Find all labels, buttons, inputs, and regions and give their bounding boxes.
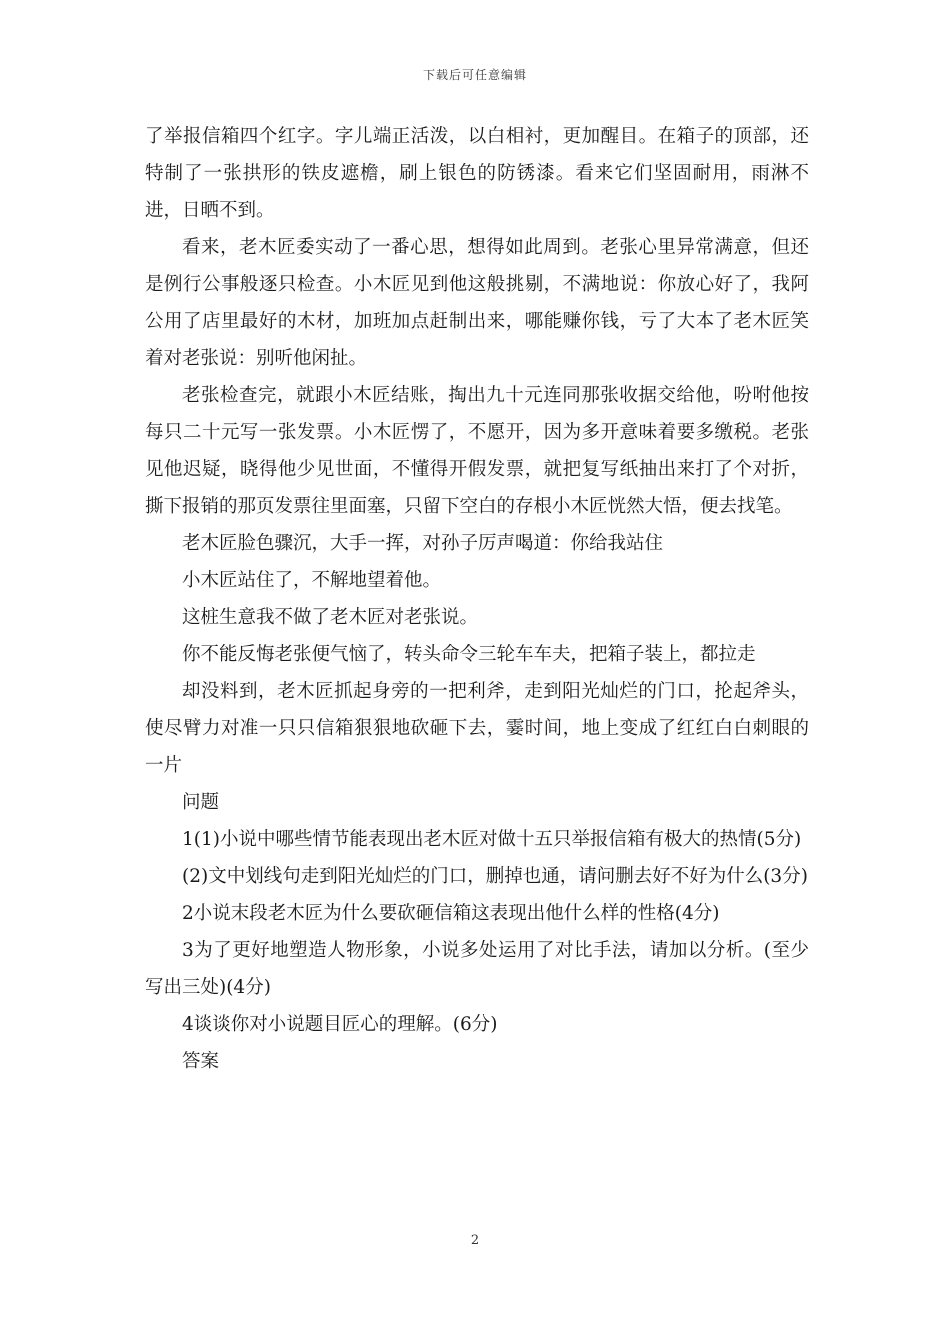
question-item: 4谈谈你对小说题目匠心的理解。(6分) (182, 1014, 498, 1035)
paragraph: 老张检查完，就跟小木匠结账，掏出九十元连同那张收据交给他，吩咐他按每只二十元写一张发票。小木匠愣了，不愿开，因为多开意味着要多缴税。老张见他迟疑，晓得他少见世面，不懂得开假发票，就把复写纸抽出来打了个对折，撕下报销的那页发票往里面塞，只留下空白的存根小木匠恍然大悟，便去找笔。 (145, 385, 809, 517)
page-header: 下载后可任意编辑 (422, 68, 527, 82)
paragraph: 却没料到，老木匠抓起身旁的一把利斧，走到阳光灿烂的门口，抡起斧头，使尽臂力对准一只只信箱狠狠地砍砸下去，霎时间，地上变成了红红白白刺眼的一片 (145, 681, 809, 776)
document-body (145, 118, 809, 1080)
paragraph-continued: 了举报信箱四个红字。字儿端正活泼，以白相衬，更加醒目。在箱子的顶部，还特制了一张拱形的铁皮遮檐，刷上银色的防锈漆。看来它们坚固耐用，雨淋不进，日晒不到。 (145, 126, 809, 221)
question-item: (2)文中划线句走到阳光灿烂的门口，删掉也通，请问删去好不好为什么(3分) (182, 866, 808, 887)
question-item: 1(1)小说中哪些情节能表现出老木匠对做十五只举报信箱有极大的热情(5分) (182, 829, 802, 850)
paragraph: 看来，老木匠委实动了一番心思，想得如此周到。老张心里异常满意，但还是例行公事般逐只检查。小木匠见到他这般挑剔，不满地说：你放心好了，我阿公用了店里最好的木材，加班加点赶制出来，哪能赚你钱，亏了大本了老木匠笑着对老张说：别听他闲扯。 (145, 237, 809, 369)
question-item: 2小说末段老木匠为什么要砍砸信箱这表现出他什么样的性格(4分) (182, 903, 720, 924)
paragraph: 这桩生意我不做了老木匠对老张说。 (182, 607, 479, 628)
paragraph: 你不能反悔老张便气恼了，转头命令三轮车车夫，把箱子装上，都拉走 (182, 644, 756, 665)
paragraph: 老木匠脸色骤沉，大手一挥，对孙子厉声喝道：你给我站住 (182, 533, 664, 554)
answers-heading: 答案 (182, 1051, 220, 1072)
questions-heading: 问题 (182, 792, 220, 813)
paragraph: 小木匠站住了，不解地望着他。 (182, 570, 442, 591)
question-item: 3为了更好地塑造人物形象，小说多处运用了对比手法，请加以分析。(至少写出三处)(4分) (145, 940, 809, 998)
page-number: 2 (470, 1233, 480, 1248)
